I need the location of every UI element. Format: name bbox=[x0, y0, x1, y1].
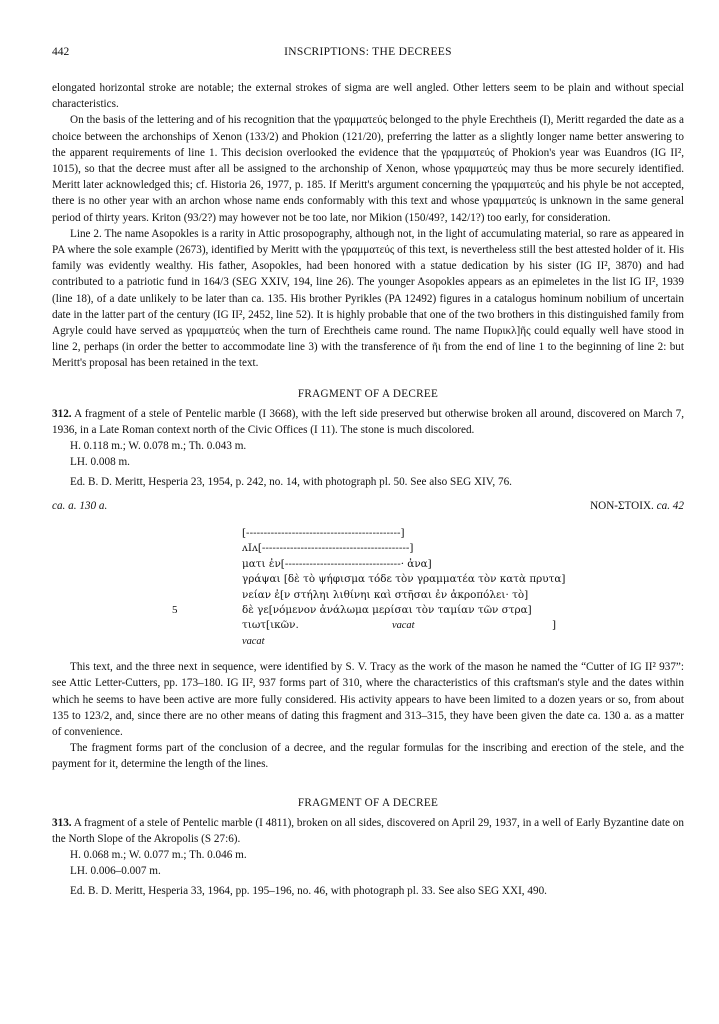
inscription-line: [--------------------------------------------] bbox=[242, 526, 405, 539]
inscription-line: ματι ἐν[---------------------------------· ἀνα] bbox=[242, 557, 432, 570]
date-row bbox=[52, 498, 684, 516]
inscription-line: ʌIʌ[------------------------------------------] bbox=[242, 542, 414, 555]
stoich-count: ca. 42 bbox=[656, 499, 684, 512]
entry-number: 313. bbox=[52, 816, 72, 829]
page-number: 442 bbox=[52, 46, 70, 58]
letter-height: LH. 0.008 m. bbox=[70, 456, 130, 469]
dimensions: H. 0.118 m.; W. 0.078 m.; Th. 0.043 m. bbox=[70, 440, 247, 453]
inscription-date: ca. a. 130 a. bbox=[52, 499, 108, 512]
edition-reference: Ed. B. D. Meritt, Hesperia 23, 1954, p. 242, no. 14, with photograph pl. 50. See also SEG XIV, 76. bbox=[70, 475, 512, 488]
entry-description-text: A fragment of a stele of Pentelic marble (I 4811), broken on all sides, discovered on April 29, 1937, in a well of Early Byzantine date on the North Slope of the Akropolis (S 27:6). bbox=[52, 816, 684, 845]
section-heading-313: FRAGMENT OF A DECREE bbox=[297, 796, 439, 809]
section-heading-312: FRAGMENT OF A DECREE bbox=[297, 387, 439, 400]
running-head bbox=[52, 44, 684, 62]
inscription-text bbox=[172, 526, 684, 649]
inscription-line bbox=[242, 618, 684, 633]
edition-reference: Ed. B. D. Meritt, Hesperia 33, 1964, pp. 195–196, no. 46, with photograph pl. 33. See also SEG XXI, 490. bbox=[70, 884, 547, 897]
paragraph: This text, and the three next in sequence, were identified by S. V. Tracy as the work of the mason he named the “Cutter of IG II² 937”: see Attic Letter-Cutters, pp. 173–180. IG II², 937 forms part of 310, where the characteristics of this craftsman's style and the dates within which he seems to have been active are more fully considered. His activity appears to have been limited to a dozen years or so, from about 135 to 123/2, and, since there are no other means of dating this fragment and 313–315, they have been given the date ca. 130 a. as a matter of convenience. bbox=[52, 661, 684, 738]
paragraph: elongated horizontal stroke are notable; the external strokes of sigma are well angled. Other letters seem to be plain and without special characteristics. bbox=[52, 82, 684, 111]
paragraph: Line 2. The name Asopokles is a rarity in Attic prosopography, although not, in the light of accumulating material, so rare as appeared in PA where the sole example (2673), identified by Meritt with the γραμματεύς of this text, is nevertheless still the best attested holder of it. His family was evidently wealthy. His father, Asopokles, had been honored with a statue dedication by his sister (IG II², 3870) and had contributed to a patriotic fund in 164/3 (SEG XXIV, 194, line 26). The younger Asopokles appears as an epimeletes in the list IG II², 1939 (line 18), of a date unlikely to be later than ca. 135. His brother Pyrikles (PA 12492) figures in a catalogus hominum nobilium of uncertain date in the latter part of the century (IG II², 2452, line 52). It is highly probable that one of the two brothers in this distinguished family from Agryle could have served as γραμματεύς when the turn of Erechtheis came round. The name Πυρικλ]ῆς could equally well have stood in line 2, perhaps (in order the better to accommodate line 3) with the transference of ῆι from the end of line 1 to the beginning of line 2: but Meritt's proposal has been retained in the text. bbox=[52, 227, 684, 370]
entry-description-text: A fragment of a stele of Pentelic marble (I 3668), with the left side preserved but otherwise broken all around, discovered on March 7, 1936, in a Late Roman context north of the Civic Offices (I 11). The stone is much discolored. bbox=[52, 407, 684, 437]
running-title: INSCRIPTIONS: THE DECREES bbox=[284, 46, 452, 58]
dimensions: H. 0.068 m.; W. 0.077 m.; Th. 0.046 m. bbox=[70, 849, 247, 862]
entry-description-313 bbox=[52, 815, 684, 847]
inscription-line-text: δὲ γε[νόμενον ἀνάλωμα μερίσαι τὸν ταμίαν τῶν στρα] bbox=[242, 603, 532, 616]
closing-bracket: ] bbox=[552, 619, 557, 632]
entry-description-312 bbox=[52, 406, 684, 438]
vacat-mark: vacat bbox=[392, 620, 415, 632]
inscription-line: γράψαι [δὲ τὸ ψήφισμα τόδε τὸν γραμματέα τὸν κατὰ πρυτα] bbox=[242, 573, 566, 586]
vacat-line: vacat bbox=[242, 635, 265, 647]
stoich-label: NON-ΣΤΟΙΧ. bbox=[590, 499, 654, 512]
letter-height: LH. 0.006–0.007 m. bbox=[70, 865, 161, 878]
inscription-line: νείαν ἐ[ν στήληι λιθίνηι καὶ στῆσαι ἐν ἀκροπόλει· τὸ] bbox=[242, 588, 529, 601]
paragraph: On the basis of the lettering and of his recognition that the γραμματεύς belonged to the phyle Erechtheis (I), Meritt regarded the date as a choice between the archonships of Xenon (133/2) and Phokion (121/20), preferring the latter as a slightly longer name better answering to the apparent requirements of line 1. This decision overlooked the evidence that the γραμματεύς of Phokion's year was Euandros (IG II², 1015), so that the decree must after all be assigned to the archonship of Xenon, whose γραμματεύς may thus be more securely identified. Meritt later acknowledged this; cf. Historia 26, 1977, p. 185. If Meritt's argument concerning the γραμματεύς and his phyle be not accepted, there is no other year with an archon whose name ends conformably with this text and whose γραμματεύς is unknown in the same general period of thirty years. Kriton (93/2?) may however not be too late, nor Mikion (150/49?, 142/1?) too early, for consideration. bbox=[52, 114, 684, 224]
paragraph: The fragment forms part of the conclusion of a decree, and the regular formulas for the inscribing and erection of the stele, and the payment for it, determine the length of the lines. bbox=[52, 742, 684, 771]
line-number: 5 bbox=[172, 603, 178, 616]
inscription-line-text: τιωτ[ικῶν. bbox=[242, 619, 299, 632]
inscription-line-5 bbox=[172, 603, 684, 618]
entry-number: 312. bbox=[52, 407, 72, 420]
stoichedon-note bbox=[590, 498, 684, 514]
